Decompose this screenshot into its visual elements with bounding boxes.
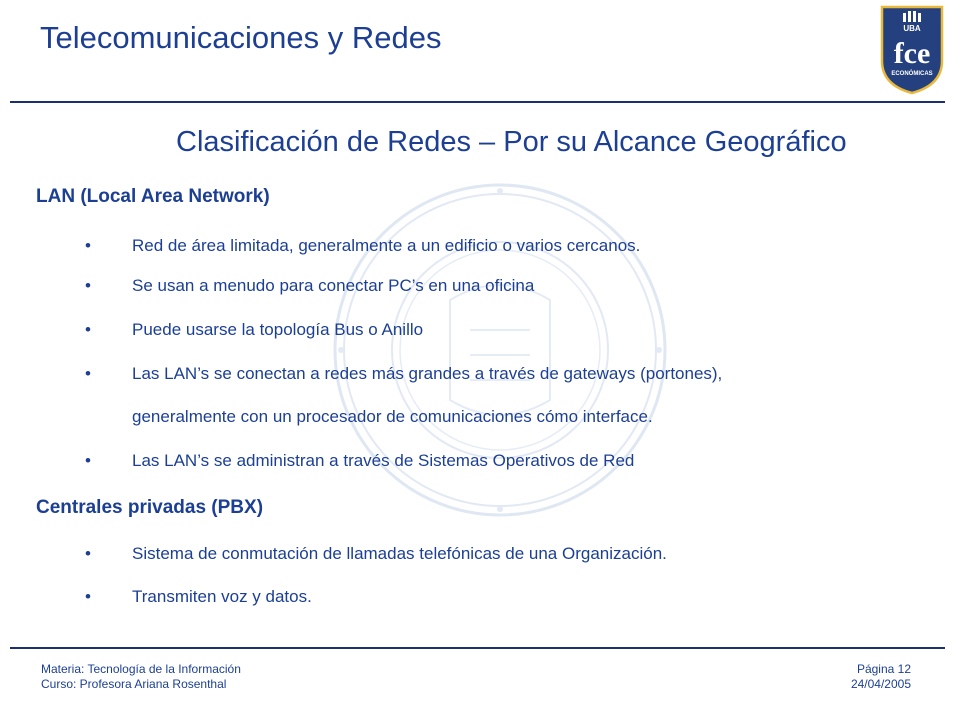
- bullet-icon: •: [85, 587, 91, 606]
- bullet-icon: •: [85, 544, 91, 563]
- bullet-continuation: generalmente con un procesador de comunicaciones cómo interface.: [132, 407, 653, 426]
- bullet-text: Se usan a menudo para conectar PC’s en una oficina: [132, 276, 535, 295]
- bullet-icon: •: [85, 364, 91, 383]
- bullet-text: Las LAN’s se conectan a redes más grandes a través de gateways (portones),: [132, 364, 723, 383]
- bullet-icon: •: [85, 451, 91, 470]
- logo-sub-text: ECONÓMICAS: [891, 71, 933, 77]
- slide-heading: Clasificación de Redes – Por su Alcance Geográfico: [176, 126, 847, 158]
- bullet-text: Sistema de conmutación de llamadas telefónicas de una Organización.: [132, 544, 667, 563]
- section-title-pbx: Centrales privadas (PBX): [36, 497, 264, 518]
- course-title: Telecomunicaciones y Redes: [40, 20, 442, 55]
- fce-logo: [880, 3, 944, 95]
- bullet-text: Red de área limitada, generalmente a un edificio o varios cercanos.: [132, 236, 641, 255]
- logo-top-text: UBA: [903, 24, 921, 33]
- footer-left: [41, 662, 241, 692]
- logo-main-text: fce: [893, 37, 931, 70]
- bullet-text: Transmiten voz y datos.: [132, 587, 312, 606]
- bullet-icon: •: [85, 276, 91, 295]
- bullet-icon: •: [85, 236, 91, 255]
- bullet-icon: •: [85, 320, 91, 339]
- footer-right: [851, 662, 911, 692]
- header-divider: [10, 101, 945, 103]
- footer-date: 24/04/2005: [850, 677, 911, 691]
- bullet-text: Puede usarse la topología Bus o Anillo: [132, 320, 424, 339]
- footer-materia: Materia: Tecnología de la Información: [41, 662, 241, 676]
- section-title-lan: LAN (Local Area Network): [36, 186, 270, 207]
- page-number: Página 12: [856, 662, 911, 676]
- footer-divider: [10, 647, 945, 649]
- footer-curso: Curso: Profesora Ariana Rosenthal: [41, 677, 227, 691]
- bullet-text: Las LAN’s se administran a través de Sistemas Operativos de Red: [132, 451, 635, 470]
